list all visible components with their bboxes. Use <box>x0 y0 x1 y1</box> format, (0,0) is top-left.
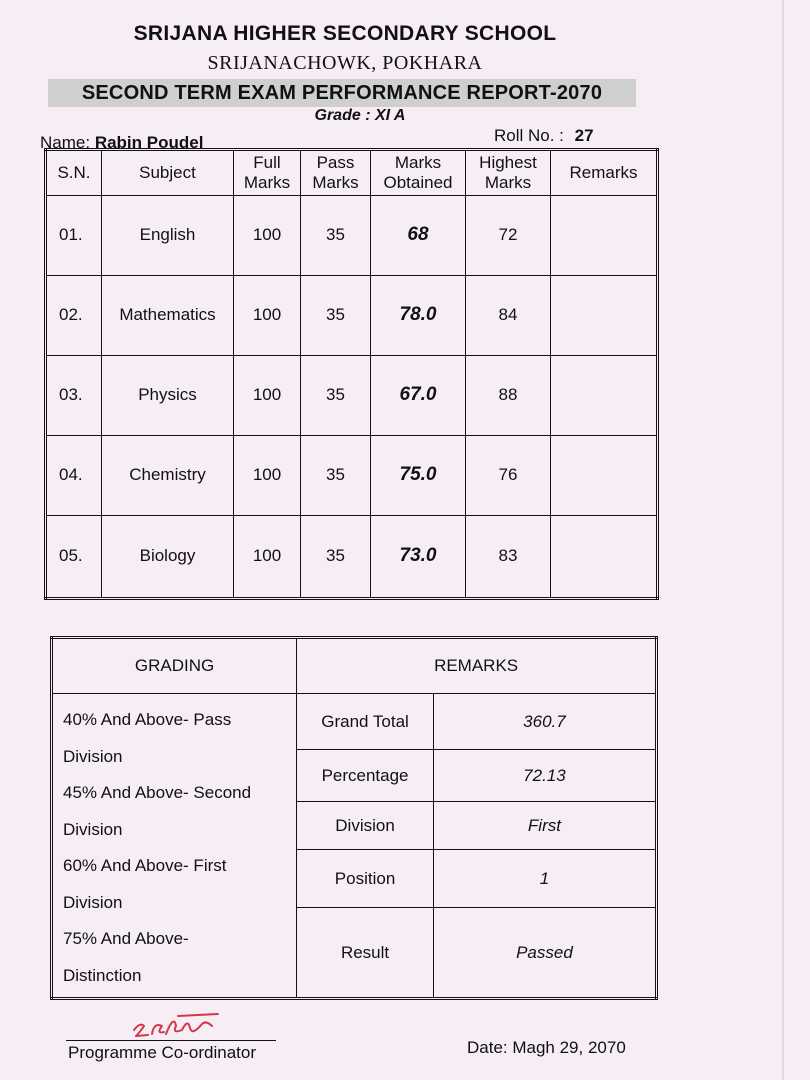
header-marks-obtained: Marks Obtained <box>371 150 466 196</box>
cell-highest-marks: 84 <box>466 275 551 355</box>
cell-pass-marks: 35 <box>301 275 371 355</box>
cell-marks-obtained: 67.0 <box>371 355 466 435</box>
cell-marks-obtained: 78.0 <box>371 275 466 355</box>
grading-line: 60% And Above- First <box>63 856 227 875</box>
cell-highest-marks: 72 <box>466 196 551 276</box>
header-remarks: Remarks <box>551 150 658 196</box>
school-name: SRIJANA HIGHER SECONDARY SCHOOL <box>133 22 557 45</box>
grading-line: Division <box>63 746 123 766</box>
cell-sn: 04. <box>46 435 102 515</box>
percentage-value: 72.13 <box>433 750 656 802</box>
cell-sn: 01. <box>46 196 102 276</box>
cell-pass-marks: 35 <box>301 515 371 598</box>
grading-line: Distinction <box>63 965 142 985</box>
cell-pass-marks: 35 <box>301 435 371 515</box>
cell-subject: Biology <box>102 515 234 598</box>
cell-remarks <box>551 196 658 276</box>
header-full-marks: Full Marks <box>234 150 301 196</box>
grading-line: 75% And Above- <box>63 929 189 948</box>
header-sn: S.N. <box>46 150 102 196</box>
header-pass-marks: Pass Marks <box>301 150 371 196</box>
student-name: Rabin Poudel <box>94 133 204 152</box>
cell-subject: Physics <box>102 355 234 435</box>
school-address: SRIJANACHOWK, POKHARA <box>207 52 483 74</box>
cell-remarks <box>551 275 658 355</box>
grading-line: 45% And Above- Second <box>63 783 252 802</box>
cell-highest-marks: 76 <box>466 435 551 515</box>
cell-full-marks: 100 <box>234 275 301 355</box>
result-label: Result <box>297 908 434 999</box>
cell-full-marks: 100 <box>234 515 301 598</box>
table-row <box>46 515 658 598</box>
grading-line: Division <box>63 892 123 912</box>
division-label: Division <box>297 802 434 850</box>
scan-edge <box>782 0 784 1080</box>
cell-subject: Chemistry <box>102 435 234 515</box>
marks-table-header <box>46 150 658 196</box>
cell-full-marks: 100 <box>234 435 301 515</box>
header-subject: Subject <box>102 150 234 196</box>
report-date: Date: Magh 29, 2070 <box>467 1038 626 1057</box>
remarks-heading: REMARKS <box>297 638 657 694</box>
grading-heading: GRADING <box>52 638 297 694</box>
cell-marks-obtained: 73.0 <box>371 515 466 598</box>
result-value: Passed <box>433 908 656 999</box>
cell-remarks <box>551 355 658 435</box>
header-highest-marks: Highest Marks <box>466 150 551 196</box>
grand-total-label: Grand Total <box>297 694 434 750</box>
grading-remarks-table <box>50 636 658 1000</box>
table-row <box>46 355 658 435</box>
cell-pass-marks: 35 <box>301 196 371 276</box>
grading-line: 40% And Above- Pass <box>63 710 232 729</box>
table-row <box>46 435 658 515</box>
cell-pass-marks: 35 <box>301 355 371 435</box>
coordinator-label: Programme Co-ordinator <box>68 1043 257 1062</box>
cell-subject: English <box>102 196 234 276</box>
cell-full-marks: 100 <box>234 196 301 276</box>
grand-total-value: 360.7 <box>433 694 656 750</box>
grading-line: Division <box>63 819 123 839</box>
cell-sn: 02. <box>46 275 102 355</box>
cell-sn: 05. <box>46 515 102 598</box>
cell-marks-obtained: 68 <box>371 196 466 276</box>
position-value: 1 <box>433 850 656 908</box>
cell-highest-marks: 83 <box>466 515 551 598</box>
report-title: SECOND TERM EXAM PERFORMANCE REPORT-2070 <box>48 79 636 107</box>
grading-criteria <box>52 694 297 999</box>
cell-full-marks: 100 <box>234 355 301 435</box>
roll-number-line <box>494 126 594 146</box>
table-row <box>46 196 658 276</box>
percentage-label: Percentage <box>297 750 434 802</box>
cell-highest-marks: 88 <box>466 355 551 435</box>
table-row <box>46 275 658 355</box>
signature-line <box>66 1040 276 1041</box>
cell-sn: 03. <box>46 355 102 435</box>
grade-label: Grade : XI A <box>314 107 406 124</box>
roll-number: 27 <box>574 126 594 145</box>
roll-label: Roll No. : <box>494 126 564 145</box>
cell-remarks <box>551 515 658 598</box>
cell-marks-obtained: 75.0 <box>371 435 466 515</box>
position-label: Position <box>297 850 434 908</box>
marks-table <box>44 148 659 600</box>
cell-subject: Mathematics <box>102 275 234 355</box>
signature-mark <box>130 1008 230 1042</box>
name-label: Name: <box>40 133 91 152</box>
cell-remarks <box>551 435 658 515</box>
division-value: First <box>433 802 656 850</box>
